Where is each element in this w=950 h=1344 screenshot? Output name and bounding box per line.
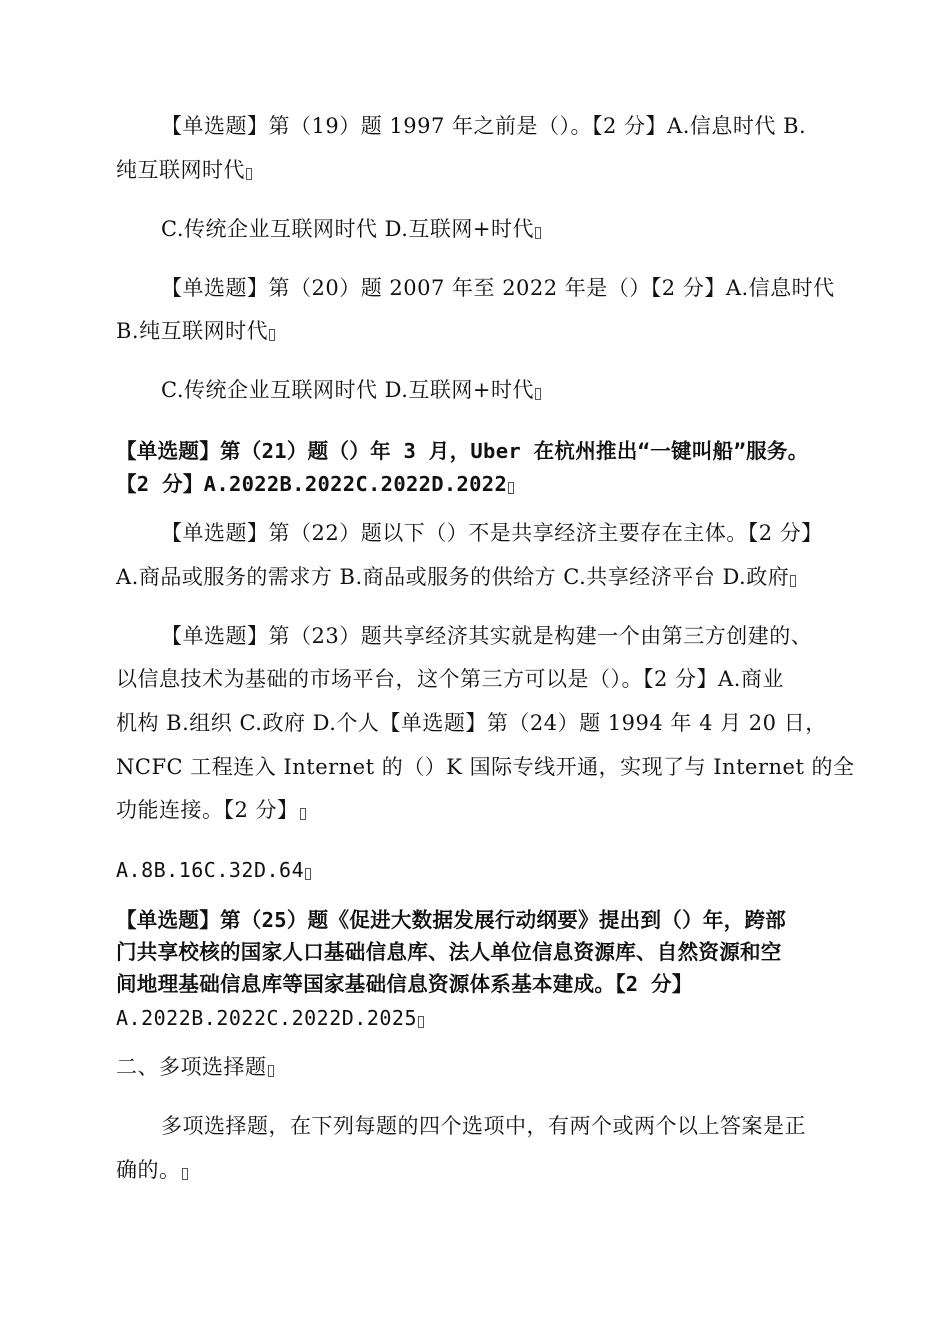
q23-text-3: 机构 B.组织 C.政府 D.个人【单选题】第（24）题 1994 年 4 月 20 日， (116, 711, 827, 735)
q21-text-1: 【单选题】第（21）题（）年 3 月，Uber 在杭州推出“一键叫船”服务。 (116, 439, 809, 463)
q24-text-1: NCFC 工程连入 Internet 的（）K 国际专线开通，实现了与 Internet 的全 (116, 755, 855, 779)
q19-options-text: C.传统企业互联网时代 D.互联网+时代 (161, 217, 535, 241)
q20-line-2 (116, 316, 275, 346)
instructions-text-1: 多项选择题，在下列每题的四个选项中，有两个或两个以上答案是正 (161, 1114, 806, 1138)
section-heading-text: 二、多项选择题 (116, 1055, 267, 1079)
instructions-line-2 (116, 1155, 188, 1185)
q22-text-2: A.商品或服务的需求方 B.商品或服务的供给方 C.共享经济平台 D.政府 (116, 565, 790, 589)
q23-line-1 (161, 621, 812, 651)
q20-options-text: C.传统企业互联网时代 D.互联网+时代 (161, 378, 535, 402)
q19-line-2 (116, 155, 252, 185)
q23-text-1: 【单选题】第（23）题共享经济其实就是构建一个由第三方创建的、 (161, 624, 813, 648)
instructions-line-1 (161, 1111, 806, 1141)
q23-line-2 (116, 664, 784, 694)
q23-line-3 (116, 708, 827, 738)
paragraph-mark-icon (269, 329, 275, 341)
q19-line-1 (161, 111, 806, 141)
q25-line-3 (116, 969, 693, 999)
q25-options-line (116, 1003, 424, 1033)
q25-options-text: A.2022B.2022C.2022D.2025 (116, 1006, 417, 1030)
paragraph-mark-icon (535, 388, 541, 400)
q19-options-line (161, 214, 541, 244)
instructions-text-2: 确的。 (116, 1158, 181, 1182)
q24-line-1 (116, 752, 855, 782)
q21-line-1 (116, 436, 809, 466)
paragraph-mark-icon (535, 227, 541, 239)
paragraph-mark-icon (508, 482, 514, 494)
paragraph-mark-icon (790, 575, 796, 587)
q22-line-2 (116, 562, 796, 592)
q24-options-text: A.8B.16C.32D.64 (116, 858, 305, 882)
q25-text-3: 间地理基础信息库等国家基础信息资源体系基本建成。【2 分】 (116, 972, 693, 996)
q20-text-1: 【单选题】第（20）题 2007 年至 2022 年是（）【2 分】A.信息时代 (161, 276, 835, 300)
paragraph-mark-icon (300, 808, 306, 820)
q23-text-2: 以信息技术为基础的市场平台，这个第三方可以是（）。【2 分】A.商业 (116, 667, 784, 691)
q25-line-2 (116, 937, 782, 967)
q24-text-2: 功能连接。【2 分】 (116, 798, 299, 822)
q22-text-1: 【单选题】第（22）题以下（）不是共享经济主要存在主体。【2 分】 (161, 521, 823, 545)
q21-line-2 (116, 469, 514, 499)
paragraph-mark-icon (305, 868, 311, 880)
q20-line-1 (161, 273, 835, 303)
q22-line-1 (161, 518, 823, 548)
q20-options-line (161, 375, 541, 405)
q21-text-2: 【2 分】A.2022B.2022C.2022D.2022 (116, 472, 508, 496)
q24-line-2 (116, 795, 306, 825)
q24-options-line (116, 855, 311, 885)
q25-text-2: 门共享校核的国家人口基础信息库、法人单位信息资源库、自然资源和空 (116, 940, 782, 964)
q25-line-1 (116, 905, 786, 935)
paragraph-mark-icon (182, 1168, 188, 1180)
q25-text-1: 【单选题】第（25）题《促进大数据发展行动纲要》提出到（）年，跨部 (116, 908, 787, 932)
q20-text-2: B.纯互联网时代 (116, 319, 269, 343)
paragraph-mark-icon (418, 1016, 424, 1028)
q19-text-1: 【单选题】第（19）题 1997 年之前是（）。【2 分】A.信息时代 B. (161, 114, 807, 138)
q19-text-2: 纯互联网时代 (116, 158, 245, 182)
section-heading (116, 1052, 274, 1082)
paragraph-mark-icon (246, 168, 252, 180)
paragraph-mark-icon (268, 1065, 274, 1077)
